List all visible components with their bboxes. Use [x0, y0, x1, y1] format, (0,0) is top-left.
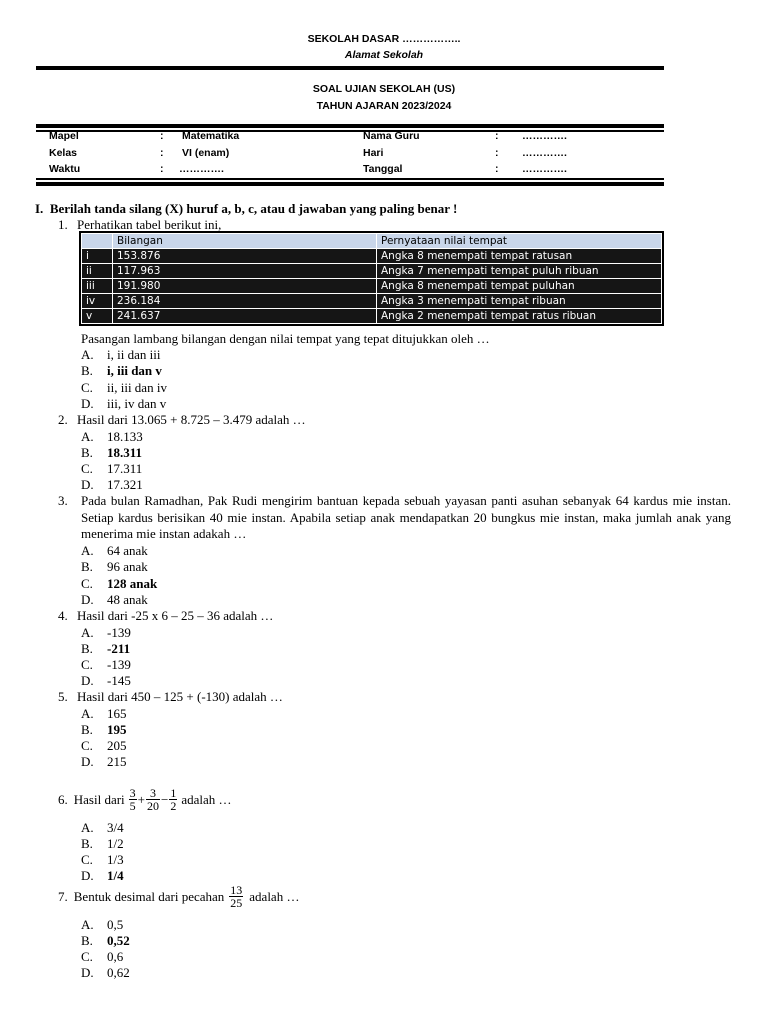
option-text: -139 — [107, 657, 131, 672]
option-text: 18.311 — [107, 445, 143, 460]
value-mapel: Matematika — [182, 130, 240, 142]
question-text: Hasil dari 13.065 + 8.725 – 3.479 adalah … — [77, 412, 306, 427]
option-text: 205 — [107, 738, 127, 753]
option-text: 48 anak — [107, 592, 148, 607]
question-number: 6. — [58, 791, 68, 807]
fraction: $\frac{1}{2}$ — [170, 786, 177, 813]
option-text: 1/2 — [107, 836, 124, 851]
question-text: Hasil dari — [73, 791, 125, 807]
exam-title: SOAL UJIAN SEKOLAH (US) — [312, 83, 456, 95]
table-row — [82, 309, 662, 324]
label-hari: Hari — [363, 146, 384, 159]
option-7a: A. 0,5 — [81, 917, 124, 932]
table-row — [82, 294, 662, 309]
table-cell: i — [82, 249, 113, 264]
table-header: Bilangan — [113, 234, 377, 249]
question-7 — [58, 884, 299, 909]
label-kelas: Kelas — [49, 146, 78, 159]
table-row — [82, 264, 662, 279]
label-waktu: Waktu — [49, 163, 81, 175]
instruction-text: Berilah tanda silang (X) huruf a, b, c, atau d jawaban yang paling benar ! — [49, 201, 458, 216]
option-4c: C. -139 — [81, 657, 131, 672]
question-text-after: adalah … — [249, 888, 300, 904]
question-number: 4. — [58, 608, 68, 623]
option-6d: D. 1/4 — [81, 868, 124, 883]
option-text: 0,62 — [107, 965, 130, 980]
option-text: 96 anak — [107, 559, 148, 574]
option-5b: B. 195 — [81, 722, 127, 737]
fraction: $\frac{3}{5}$ — [129, 786, 136, 813]
option-text: 3/4 — [107, 820, 124, 835]
value-kelas: VI (enam) — [182, 146, 230, 159]
info-bottom-divider-thin — [36, 178, 664, 180]
table-cell: 153.876 — [113, 249, 377, 264]
question-5 — [58, 689, 283, 705]
option-3d: D. 48 anak — [81, 592, 148, 607]
option-4d: D. -145 — [81, 673, 131, 688]
sep: : — [495, 163, 499, 175]
operator-minus: − — [161, 791, 169, 807]
table-header-row — [82, 234, 662, 249]
value-tanggal: …………. — [522, 163, 567, 175]
option-5a: A. 165 — [81, 706, 127, 721]
question-1-prompt: Pasangan lambang bilangan dengan nilai tempat yang tepat ditujukkan oleh … — [81, 331, 490, 346]
option-text: 0,52 — [107, 933, 130, 948]
option-5d: D. 215 — [81, 754, 127, 769]
option-4b: B. -211 — [81, 641, 131, 656]
question-2 — [58, 412, 306, 428]
option-text: 195 — [107, 722, 127, 737]
table-cell: 191.980 — [113, 279, 377, 294]
option-text: 128 anak — [107, 576, 158, 591]
value-waktu: …………. — [179, 163, 224, 175]
option-text: iii, iv dan v — [107, 396, 167, 411]
info-bottom-divider — [36, 182, 664, 186]
option-2d: D. 17.321 — [81, 477, 143, 492]
option-text: 0,6 — [107, 949, 124, 964]
academic-year: TAHUN AJARAN 2023/2024 — [316, 100, 452, 112]
question-number: 5. — [58, 689, 68, 704]
option-text: 17.311 — [107, 461, 143, 476]
option-text: 17.321 — [107, 477, 143, 492]
table-row — [82, 249, 662, 264]
option-text: -211 — [107, 641, 131, 656]
fraction: $\frac{13}{25}$ — [230, 883, 243, 910]
table-row — [82, 279, 662, 294]
info-row-class — [49, 147, 649, 164]
question-number: 3. — [58, 493, 68, 508]
option-text: 1/4 — [107, 868, 124, 883]
sep: : — [495, 146, 499, 159]
value-hari: …………. — [522, 146, 567, 159]
info-row-subject — [49, 130, 649, 147]
option-text: 215 — [107, 754, 127, 769]
option-text: ii, iii dan iv — [107, 380, 167, 395]
sep: : — [160, 146, 164, 159]
table-cell: Angka 8 menempati tempat ratusan — [377, 249, 662, 264]
option-text: 18.133 — [107, 429, 143, 444]
option-5c: C. 205 — [81, 738, 127, 753]
question-4 — [58, 608, 273, 624]
option-1d: D. iii, iv dan v — [81, 396, 167, 411]
option-text: 165 — [107, 706, 127, 721]
option-7c: C. 0,6 — [81, 949, 124, 964]
option-7d: D. 0,62 — [81, 965, 130, 980]
option-3b: B. 96 anak — [81, 559, 148, 574]
question-number: 2. — [58, 412, 68, 427]
option-text: -139 — [107, 625, 131, 640]
question-text: Hasil dari 450 – 125 + (-130) adalah … — [77, 689, 283, 704]
table-cell: Angka 7 menempati tempat puluh ribuan — [377, 264, 662, 279]
option-1c: C. ii, iii dan iv — [81, 380, 167, 395]
table-cell: 236.184 — [113, 294, 377, 309]
table-header — [82, 234, 113, 249]
option-text: -145 — [107, 673, 131, 688]
option-text: 64 anak — [107, 543, 148, 558]
option-3a: A. 64 anak — [81, 543, 148, 558]
question-6 — [58, 787, 232, 812]
table-cell: iii — [82, 279, 113, 294]
fraction: $\frac{3}{20}$ — [147, 786, 159, 813]
table-cell: ii — [82, 264, 113, 279]
sep: : — [160, 163, 164, 175]
table-cell: Angka 2 menempati tempat ratus ribuan — [377, 309, 662, 324]
table-cell: Angka 3 menempati tempat ribuan — [377, 294, 662, 309]
value-nama-guru: …………. — [522, 130, 567, 142]
instruction-number: I. — [35, 201, 44, 216]
sep: : — [160, 130, 164, 142]
option-1b: B. i, iii dan v — [81, 363, 162, 378]
label-tanggal: Tanggal — [363, 163, 403, 175]
question-1 — [58, 217, 221, 233]
question-text: Hasil dari -25 x 6 – 25 – 36 adalah … — [77, 608, 274, 623]
table-cell: 241.637 — [113, 309, 377, 324]
header-divider — [36, 66, 664, 70]
school-address: Alamat Sekolah — [344, 49, 424, 61]
option-text: 1/3 — [107, 852, 124, 867]
option-1a: A. i, ii dan iii — [81, 347, 161, 362]
table-header: Pernyataan nilai tempat — [377, 234, 662, 249]
table-cell: 117.963 — [113, 264, 377, 279]
option-6a: A. 3/4 — [81, 820, 124, 835]
option-2a: A. 18.133 — [81, 429, 143, 444]
option-7b: B. 0,52 — [81, 933, 130, 948]
question-text: Bentuk desimal dari pecahan — [73, 888, 225, 904]
option-3c: C. 128 anak — [81, 576, 158, 591]
table-cell: iv — [82, 294, 113, 309]
sep: : — [495, 130, 499, 142]
question-number: 7. — [58, 888, 68, 904]
label-mapel: Mapel — [49, 130, 79, 142]
table-cell: v — [82, 309, 113, 324]
option-2b: B. 18.311 — [81, 445, 143, 460]
place-value-table — [81, 233, 662, 324]
table-cell: Angka 8 menempati tempat puluhan — [377, 279, 662, 294]
exam-info — [49, 130, 649, 180]
option-text: i, iii dan v — [107, 363, 162, 378]
option-6b: B. 1/2 — [81, 836, 124, 851]
label-nama-guru: Nama Guru — [363, 130, 420, 142]
info-top-divider — [36, 124, 664, 128]
question-text-after: adalah … — [181, 791, 232, 807]
option-6c: C. 1/3 — [81, 852, 124, 867]
question-text: Perhatikan tabel berikut ini, — [77, 217, 222, 232]
question-number: 1. — [58, 217, 68, 232]
instruction — [35, 201, 457, 217]
option-4a: A. -139 — [81, 625, 131, 640]
option-text: i, ii dan iii — [107, 347, 161, 362]
question-3-text: Pada bulan Ramadhan, Pak Rudi mengirim bantuan kepada sebuah yayasan panti asuhan sebanyak 64 kardus mie instan. Setiap kardus berisikan 40 mie instan. Apabila setiap anak mendapatkan 20 bungkus mie instan, maka jumlah anak yang menerima mie instan adakah … — [81, 493, 731, 541]
option-2c: C. 17.311 — [81, 461, 143, 476]
option-text: 0,5 — [107, 917, 124, 932]
operator-plus: + — [137, 791, 145, 807]
school-name: SEKOLAH DASAR …………….. — [307, 33, 461, 45]
